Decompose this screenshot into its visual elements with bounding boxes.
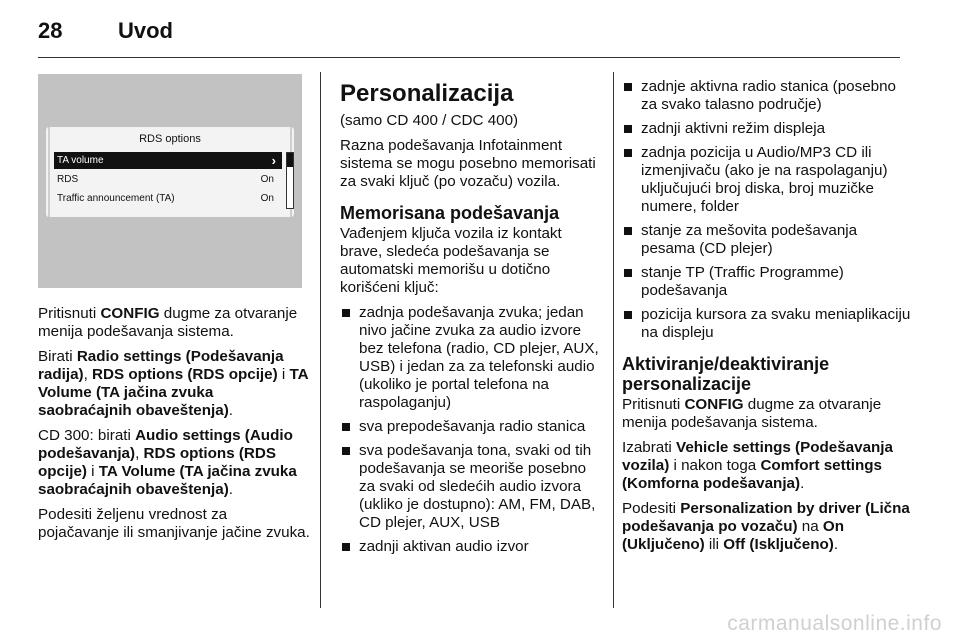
paragraph-vehicle-settings: Izabrati Vehicle settings (Podešavanja vozila) i nakon toga Comfort settings (Komforna podešavanja). [622,439,893,492]
list-item: sva prepodešavanja radio stanica [340,418,606,436]
paragraph-cd300: CD 300: birati Audio settings (Audio podešavanja), RDS options (RDS opcije) i TA Volume (TA jačina zvuka saobraćajnih obaveštenja). [38,427,297,498]
bullet-icon [624,125,632,133]
watermark: carmanualsonline.info [727,612,942,635]
column-3 [622,78,912,561]
menu-row-label: Traffic announcement (TA) [57,193,175,204]
heading-memorisana: Memorisana podešavanja [340,203,560,223]
bullet-icon [342,543,350,551]
menu-row-value: On [260,193,274,204]
subtitle: (samo CD 400 / CDC 400) [340,112,519,129]
paragraph-personalization: Podesiti Personalization by driver (Lična podešavanja po vozaču) na On (Uključeno) ili Off (Isključeno). [622,500,910,553]
paragraph-adjust: Podesiti željenu vrednost za pojačavanje ili smanjivanje jačine zvuka. [38,506,310,541]
page-number: 28 [38,18,63,43]
list-item: stanje TP (Traffic Programme) podešavanja [622,264,912,300]
bullet-icon [624,227,632,235]
menu-row-value: On [260,174,274,185]
bullet-icon [342,447,350,455]
paragraph-config-2: Pritisnuti CONFIG dugme za otvaranje menija podešavanja sistema. [622,396,882,431]
memorized-list [340,304,606,556]
bullet-icon [342,309,350,317]
menu-scrollbar[interactable] [286,152,294,209]
menu-row-ta-volume[interactable] [54,152,282,169]
memorized-list-continued [622,78,912,342]
header-rule [38,57,900,58]
paragraph-config: Pritisnuti CONFIG dugme za otvaranje menija podešavanja sistema. [38,305,298,340]
heading-aktiviranje: Aktiviranje/deaktiviranje personalizacije [622,354,830,394]
bullet-icon [624,149,632,157]
list-item: zadnji aktivan audio izvor [340,538,606,556]
column-2 [340,80,606,562]
column-divider-1 [320,72,321,608]
paragraph-intro: Razna podešavanja Infotainment sistema se mogu posebno memorisati za svaki ključ (po vozaču) vozila. [340,137,596,190]
heading-personalizacija: Personalizacija [340,80,514,107]
bullet-icon [342,423,350,431]
list-item: zadnja podešavanja zvuka; jedan nivo jačine zvuka za audio izvore bez telefona (radio, CD plejer, AUX, USB) i jedan za za telefonski audio (ukoliko je portal telefona na raspolaganju) [340,304,606,412]
paragraph-radio-settings: Birati Radio settings (Podešavanja radija), RDS options (RDS opcije) i TA Volume (TA jačina zvuka saobraćajnih obaveštenja). [38,348,309,419]
list-item: zadnja pozicija u Audio/MP3 CD ili izmenjivaču (ako je na raspolaganju) uključujući broj diska, broj muzičke numere, folder [622,144,912,216]
menu-title: RDS options [139,133,201,145]
chevron-right-icon: › [271,153,276,168]
bullet-icon [624,311,632,319]
bullet-icon [624,269,632,277]
list-item: stanje za mešovita podešavanja pesama (CD plejer) [622,222,912,258]
scrollbar-thumb[interactable] [287,153,293,167]
display-screenshot [38,74,302,288]
column-1 [38,305,310,549]
menu-row-traffic-announcement[interactable] [54,190,282,207]
menu-row-label: RDS [57,174,79,185]
menu-row-label: TA volume [57,155,104,166]
list-item: sva podešavanja tona, svaki od tih podešavanja se meoriše posebno za svaki od sledećih audio izvora (ukliko je dostupno): AM, FM, DAB, CD plejer, AUX, USB [340,442,606,532]
bullet-icon [624,83,632,91]
paragraph-memorized: Vađenjem ključa vozila iz kontakt brave, sledeća podešavanja se automatski memorišu u dotično korišćeni ključ: [340,225,562,296]
section-title: Uvod [118,18,173,43]
rds-options-menu [46,127,294,217]
list-item: zadnje aktivna radio stanica (posebno za svako talasno područje) [622,78,912,114]
list-item: zadnji aktivni režim displeja [622,120,912,138]
column-divider-2 [613,72,614,608]
menu-row-rds[interactable] [54,171,282,188]
list-item: pozicija kursora za svaku meniaplikaciju na displeju [622,306,912,342]
